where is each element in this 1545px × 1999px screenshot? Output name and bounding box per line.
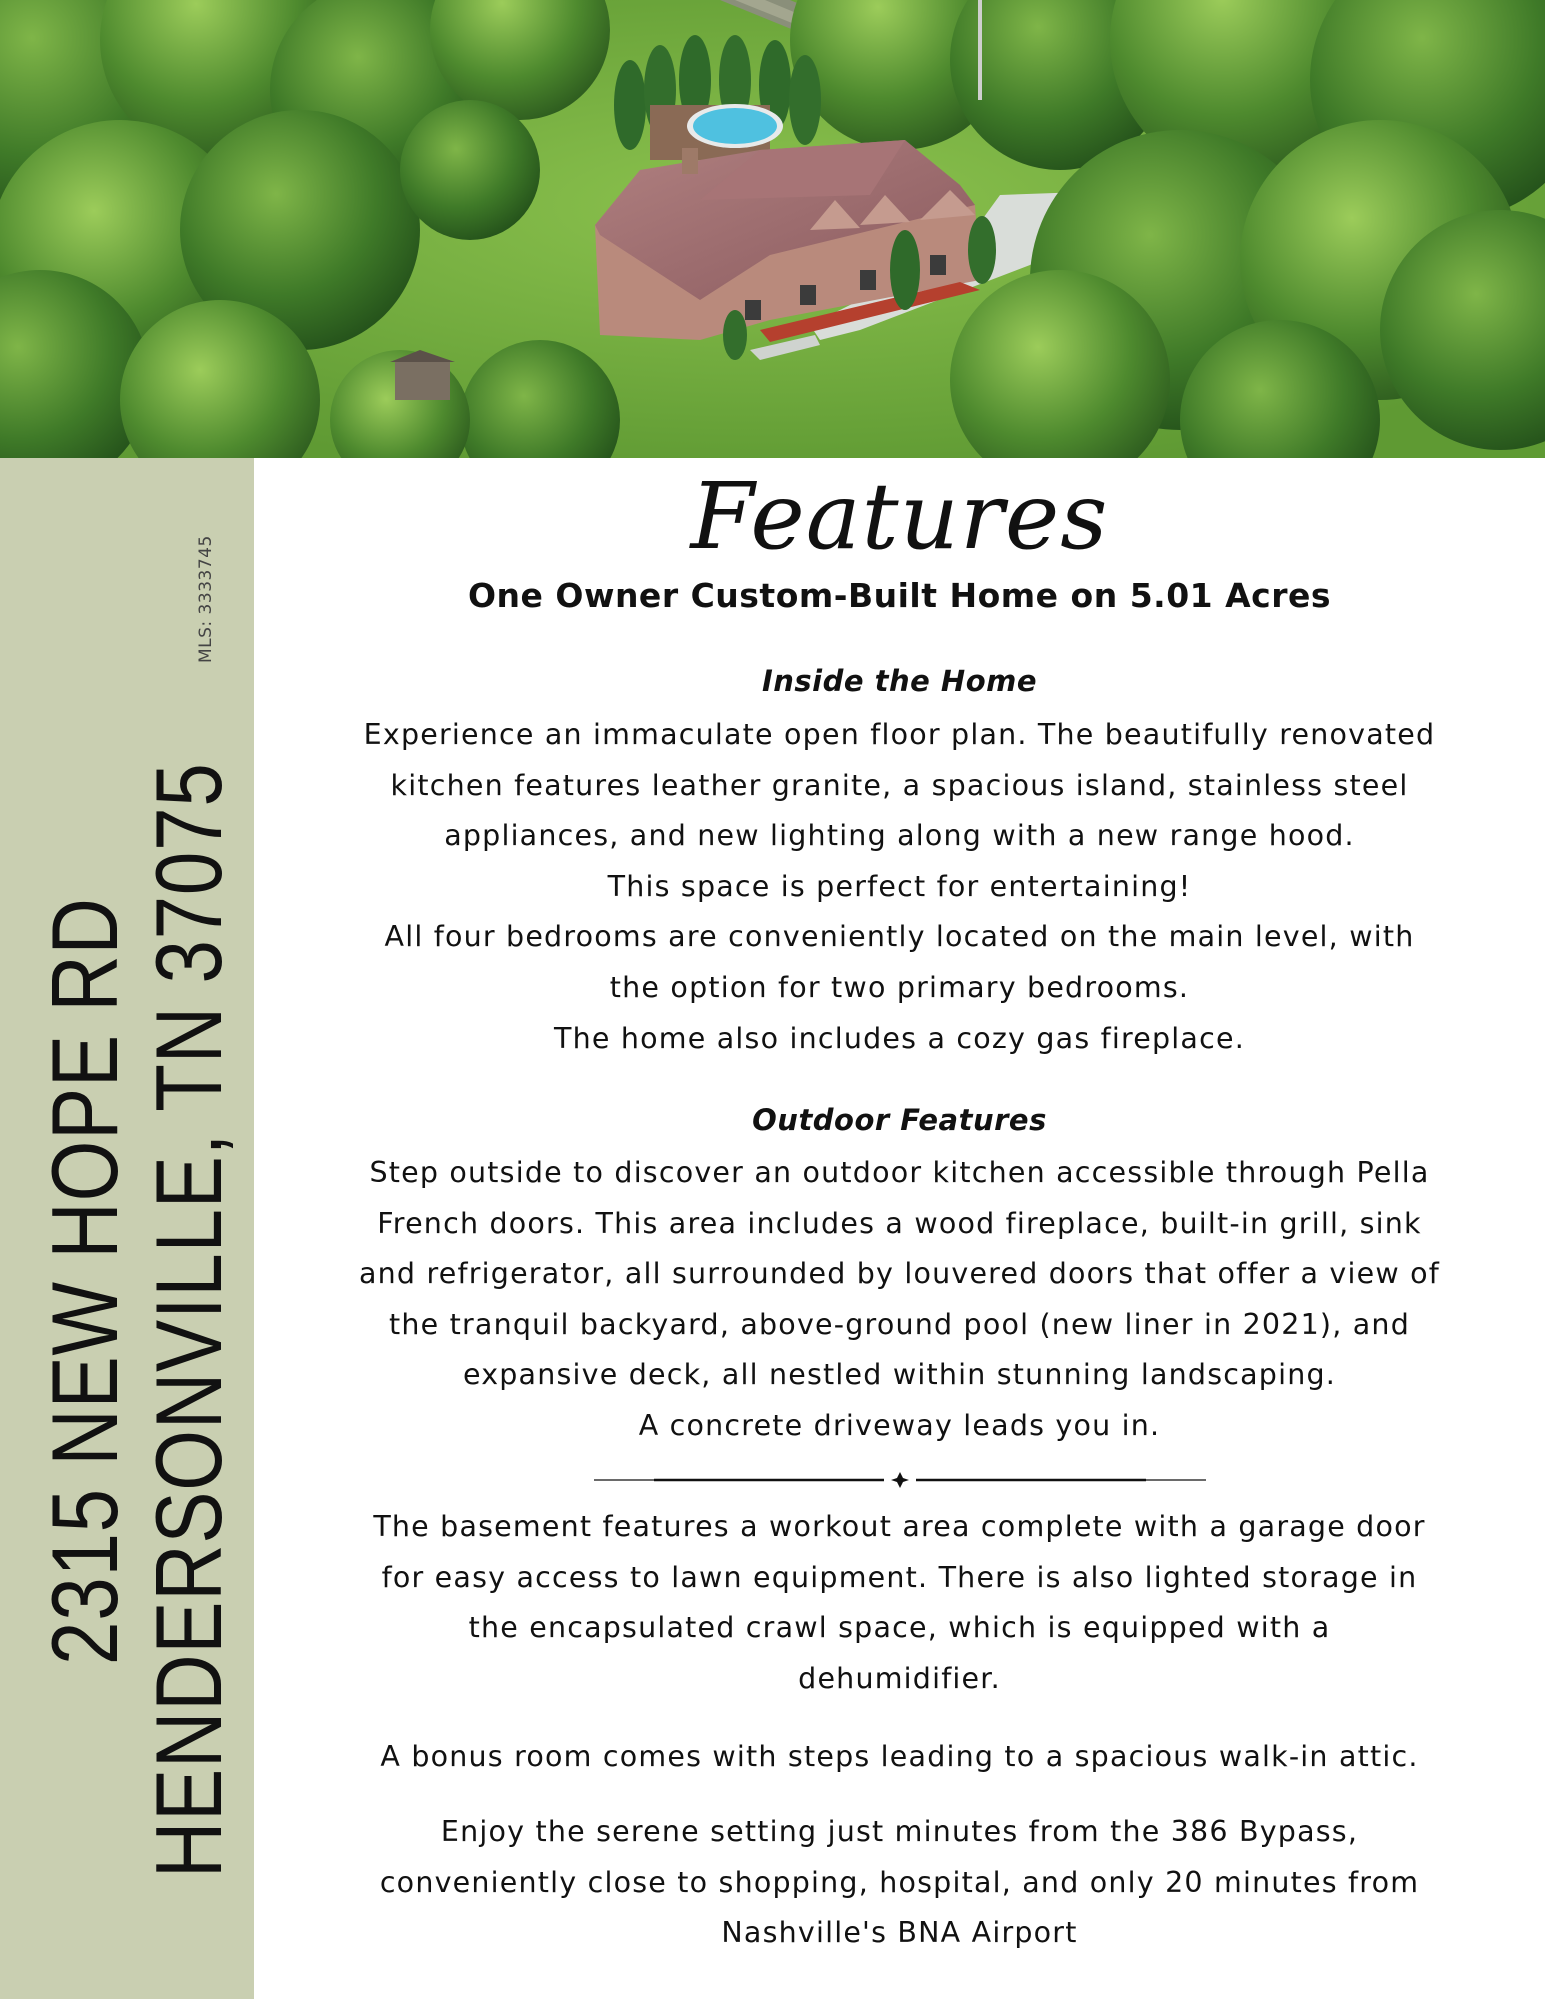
text-line: A concrete driveway leads you in. bbox=[638, 1408, 1161, 1442]
text-line: All four bedrooms are conveniently located on the main level, with bbox=[384, 920, 1415, 954]
bonus-room-text bbox=[284, 1732, 1515, 1783]
hero-aerial-photo bbox=[0, 0, 1545, 458]
outdoor-features-heading: Outdoor Features bbox=[752, 1103, 1047, 1137]
features-content bbox=[254, 458, 1545, 1999]
text-line: the encapsulated crawl space, which is equipped with a bbox=[468, 1611, 1331, 1645]
basement-text bbox=[284, 1502, 1515, 1704]
text-line: and refrigerator, all surrounded by louvered doors that offer a view of bbox=[359, 1257, 1440, 1291]
mls-number: MLS: 3333745 bbox=[196, 535, 216, 663]
city-state-zip: HENDERSONVILLE, TN 37075 bbox=[136, 762, 241, 1878]
text-line: appliances, and new lighting along with a new range hood. bbox=[444, 819, 1355, 853]
text-line: the option for two primary bedrooms. bbox=[609, 970, 1190, 1004]
inside-home-heading: Inside the Home bbox=[761, 664, 1037, 698]
text-line: conveniently close to shopping, hospital, and only 20 minutes from bbox=[379, 1865, 1420, 1899]
text-line: The basement features a workout area complete with a garage door bbox=[373, 1510, 1426, 1543]
text-line: dehumidifier. bbox=[798, 1661, 1001, 1695]
text-line: Nashville's BNA Airport bbox=[721, 1916, 1078, 1950]
outdoor-features-text bbox=[284, 1148, 1515, 1452]
text-line: for easy access to lawn equipment. There is also lighted storage in bbox=[381, 1560, 1418, 1594]
page-title: Features bbox=[690, 463, 1109, 570]
text-line: Step outside to discover an outdoor kitchen accessible through Pella bbox=[369, 1156, 1430, 1189]
location-text bbox=[284, 1807, 1515, 1959]
text-line: kitchen features leather granite, a spacious island, stainless steel bbox=[390, 768, 1409, 802]
text-line: Experience an immaculate open floor plan. The beautifully renovated bbox=[363, 718, 1436, 751]
text-line: A bonus room comes with steps leading to a spacious walk-in attic. bbox=[380, 1740, 1419, 1773]
text-line: the tranquil backyard, above-ground pool (new liner in 2021), and bbox=[388, 1307, 1410, 1341]
ornamental-divider bbox=[594, 1470, 1206, 1490]
text-line: This space is perfect for entertaining! bbox=[607, 869, 1192, 903]
text-line: expansive deck, all nestled within stunning landscaping. bbox=[462, 1358, 1337, 1392]
headline: One Owner Custom-Built Home on 5.01 Acres bbox=[467, 576, 1331, 615]
text-line: Enjoy the serene setting just minutes from the 386 Bypass, bbox=[440, 1815, 1359, 1848]
inside-home-text bbox=[284, 710, 1515, 1064]
text-line: The home also includes a cozy gas fireplace. bbox=[554, 1021, 1245, 1055]
street-address: 2315 NEW HOPE RD bbox=[32, 897, 137, 1665]
text-line: French doors. This area includes a wood fireplace, built-in grill, sink bbox=[377, 1206, 1422, 1240]
